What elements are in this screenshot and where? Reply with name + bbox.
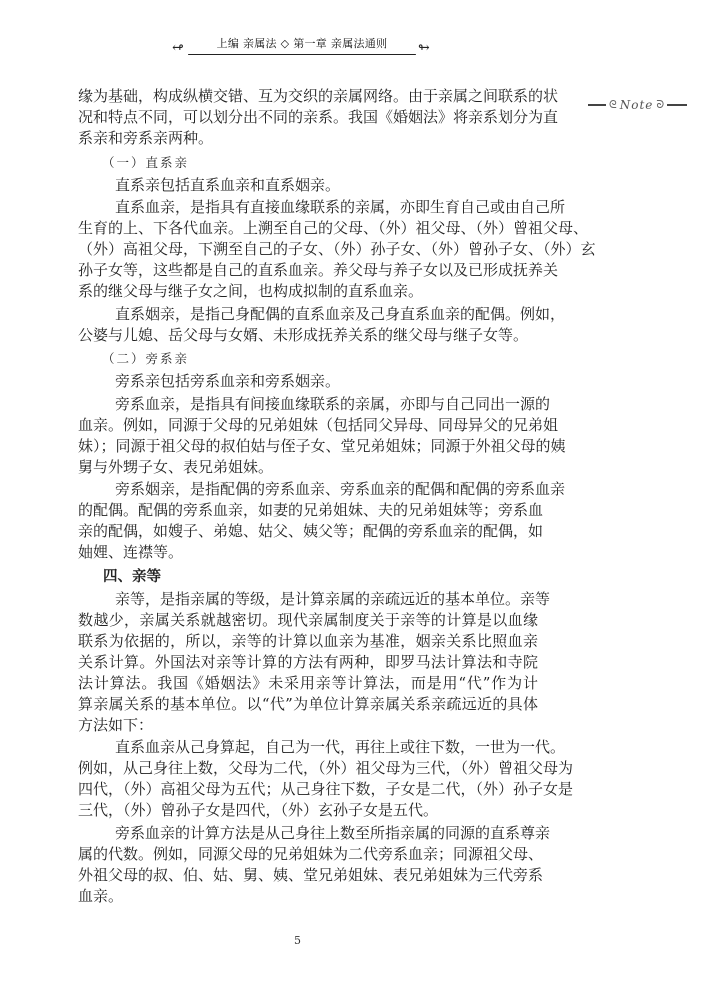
text-line: 数越少，亲属关系就越密切。现代亲属制度关于亲等的计算是以血缘 <box>78 610 538 629</box>
text-line: 外祖父母的叔、伯、姑、舅、姨、堂兄弟姐妹、表兄弟姐妹为三代旁系 <box>78 865 544 884</box>
subsection-heading: （一）直系亲 <box>102 154 190 170</box>
paragraph <box>78 371 538 392</box>
text-line: 直系亲包括直系血亲和直系姻亲。 <box>115 175 341 194</box>
text-line: 关系计算。外国法对亲等计算的方法有两种，即罗马法计算法和寺院 <box>78 652 538 671</box>
text-line: （外）高祖父母，下溯至自己的子女、（外）孙子女、（外）曾孙子女、（外）玄 <box>78 240 596 258</box>
running-title: 上编 亲属法 ◇ 第一章 亲属法通则 <box>216 37 388 50</box>
text-line: 直系姻亲，是指己身配偶的直系血亲及己身直系血亲的配偶。例如， <box>115 304 566 323</box>
running-header <box>172 33 432 55</box>
text-line: 妹）；同源于祖父母的叔伯姑与侄子女、堂兄弟姐妹；同源于外祖父母的姨 <box>78 436 566 455</box>
text-line: 算亲属关系的基本单位。以“代”为单位计算亲属关系亲疏远近的具体 <box>78 694 538 713</box>
text-line: 生育的上、下各代血亲。上溯至自己的父母、（外）祖父母、（外）曾祖父母、 <box>78 219 589 237</box>
paragraph <box>78 589 551 736</box>
text-line: 亲等，是指亲属的等级，是计算亲属的亲疏远近的基本单位。亲等 <box>115 589 551 608</box>
text-line: 血亲。 <box>78 886 124 905</box>
margin-note-label <box>588 96 706 114</box>
text-line: 公婆与儿媳、岳父母与女婿、未形成抚养关系的继父母与继子女等。 <box>78 325 529 344</box>
paragraph <box>78 394 566 478</box>
section-heading: 四、亲等 <box>103 568 161 585</box>
divider <box>588 104 606 106</box>
ornament-left-icon: ↫ <box>172 40 184 56</box>
page-number: 5 <box>294 934 301 947</box>
text-line: 亲的配偶，如嫂子、弟媳、姑父、姨父等；配偶的旁系血亲的配偶，如 <box>78 522 544 540</box>
text-line: 况和特点不同，可以划分出不同的亲系。我国《婚姻法》将亲系划分为直 <box>78 108 559 126</box>
subsection-heading: （二）旁系亲 <box>102 351 190 366</box>
paragraph <box>78 175 538 196</box>
text-line: 方法如下： <box>78 715 154 734</box>
paragraph <box>78 737 574 821</box>
ornament-icon: ᘓ <box>609 98 617 111</box>
text-line: 的配偶。配偶的旁系血亲，如妻的兄弟姐妹、夫的兄弟姐妹等；旁系血 <box>78 501 544 519</box>
text-line: 缘为基础，构成纵横交错、互为交织的亲属网络。由于亲属之间联系的状 <box>78 87 559 105</box>
paragraph <box>78 823 551 907</box>
text-line: 四代，（外）高祖父母为五代；从己身往下数，子女是二代，（外）孙子女是 <box>78 780 574 798</box>
text-line: 妯娌、连襟等。 <box>78 543 184 561</box>
text-line: 联系为依据的，所以，亲等的计算以血亲为基准，姻亲关系比照血亲 <box>78 631 538 650</box>
paragraph <box>78 304 566 346</box>
paragraph <box>78 479 566 563</box>
text-line: 法计算法。我国《婚姻法》未采用亲等计算法，而是用“代”作为计 <box>78 673 538 692</box>
text-line: 属的代数。例如，同源父母的兄弟姐妹为二代旁系血亲；同源祖父母、 <box>78 844 544 863</box>
text-line: 舅与外甥子女、表兄弟姐妹。 <box>78 457 274 476</box>
text-line: 例如，从己身往上数，父母为二代，（外）祖父母为三代，（外）曾祖父母为 <box>78 759 574 777</box>
divider <box>667 104 687 106</box>
ornament-icon: ᘐ <box>656 98 665 111</box>
text-line: 直系血亲，是指具有直接血缘联系的亲属，亦即生育自己或由自己所 <box>115 198 566 216</box>
text-line: 旁系血亲，是指具有间接血缘联系的亲属，亦即与自己同出一源的 <box>115 394 551 413</box>
paragraph <box>78 197 596 302</box>
text-line: 旁系姻亲，是指配偶的旁系血亲、旁系血亲的配偶和配偶的旁系血亲 <box>115 480 566 498</box>
note-word: Note <box>619 98 654 112</box>
paragraph <box>78 86 559 149</box>
text-line: 血亲。例如，同源于父母的兄弟姐妹（包括同父异母、同母异父的兄弟姐 <box>78 415 559 434</box>
text-line: 旁系血亲的计算方法是从己身往上数至所指亲属的同源的直系尊亲 <box>115 823 551 842</box>
ornament-right-icon: ↬ <box>417 40 430 56</box>
header-rule <box>188 54 416 56</box>
text-line: 三代，（外）曾孙子女是四代，（外）玄孙子女是五代。 <box>78 801 439 819</box>
page-body <box>78 86 596 908</box>
text-line: 直系血亲从己身算起，自己为一代，再往上或往下数，一世为一代。 <box>115 738 566 756</box>
text-line: 旁系亲包括旁系血亲和旁系姻亲。 <box>115 372 341 390</box>
text-line: 系的继父母与继子女之间，也构成拟制的直系血亲。 <box>78 282 424 300</box>
text-line: 孙子女等，这些都是自己的直系血亲。养父母与养子女以及已形成抚养关 <box>78 261 559 279</box>
text-line: 系亲和旁系亲两种。 <box>78 129 214 147</box>
